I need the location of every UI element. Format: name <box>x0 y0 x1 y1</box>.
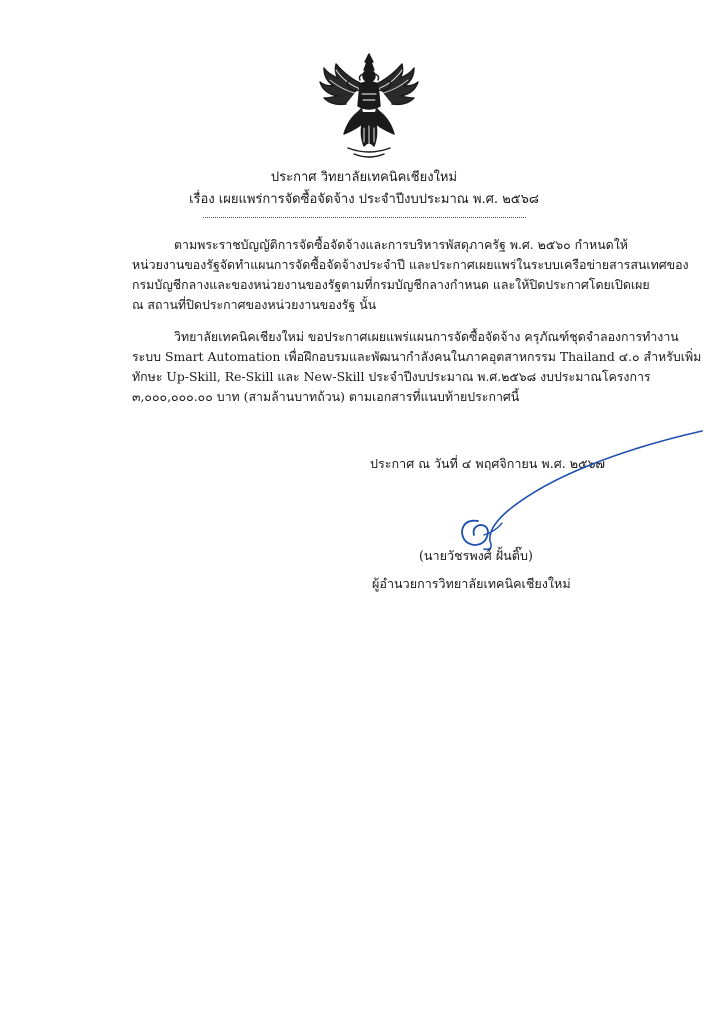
garuda-emblem-icon <box>318 50 420 162</box>
signer-name: (นายวัชรพงศ์ ฝั้นติ๊บ) <box>419 548 533 563</box>
paragraph-line: หน่วยงานของรัฐจัดทำแผนการจัดซื้อจัดจ้างประจำปี และประกาศเผยแพร่ในระบบเครือข่ายสารสนเทศของ <box>132 257 689 272</box>
paragraph-line: วิทยาลัยเทคนิคเชียงใหม่ ขอประกาศเผยแพร่แผนการจัดซื้อจัดจ้าง ครุภัณฑ์ชุดจำลองการทำงาน <box>174 329 679 344</box>
body-paragraph-1 <box>132 235 689 315</box>
paragraph-line: ระบบ Smart Automation เพื่อฝึกอบรมและพัฒนากำลังคนในภาคอุตสาหกรรม Thailand ๔.๐ สำหรับเพิ่ม <box>132 349 702 364</box>
paragraph-line: ณ สถานที่ปิดประกาศของหน่วยงานของรัฐ นั้น <box>132 297 377 312</box>
announcement-subject: เรื่อง เผยแพร่การจัดซื้อจัดจ้าง ประจำปีงบประมาณ พ.ศ. ๒๕๖๘ <box>189 192 539 207</box>
header-divider <box>203 217 526 218</box>
announcement-date: ประกาศ ณ วันที่ ๔ พฤศจิกายน พ.ศ. ๒๕๖๗ <box>370 456 606 471</box>
announcement-heading: ประกาศ วิทยาลัยเทคนิคเชียงใหม่ <box>270 170 458 185</box>
paragraph-line: กรมบัญชีกลางและของหน่วยงานของรัฐตามที่กรมบัญชีกลางกำหนด และให้ปิดประกาศโดยเปิดเผย <box>132 277 650 292</box>
paragraph-line: ทักษะ Up-Skill, Re-Skill และ New-Skill ประจำปีงบประมาณ พ.ศ.๒๕๖๘ งบประมาณโครงการ <box>132 369 651 384</box>
body-paragraph-2 <box>132 327 702 407</box>
paragraph-line: ตามพระราชบัญญัติการจัดซื้อจัดจ้างและการบริหารพัสดุภาครัฐ พ.ศ. ๒๕๖๐ กำหนดให้ <box>174 237 628 252</box>
signer-title: ผู้อำนวยการวิทยาลัยเทคนิคเชียงใหม่ <box>372 576 571 591</box>
paragraph-line: ๓,๐๐๐,๐๐๐.๐๐ บาท (สามล้านบาทถ้วน) ตามเอกสารที่แนบท้ายประกาศนี้ <box>132 389 520 404</box>
